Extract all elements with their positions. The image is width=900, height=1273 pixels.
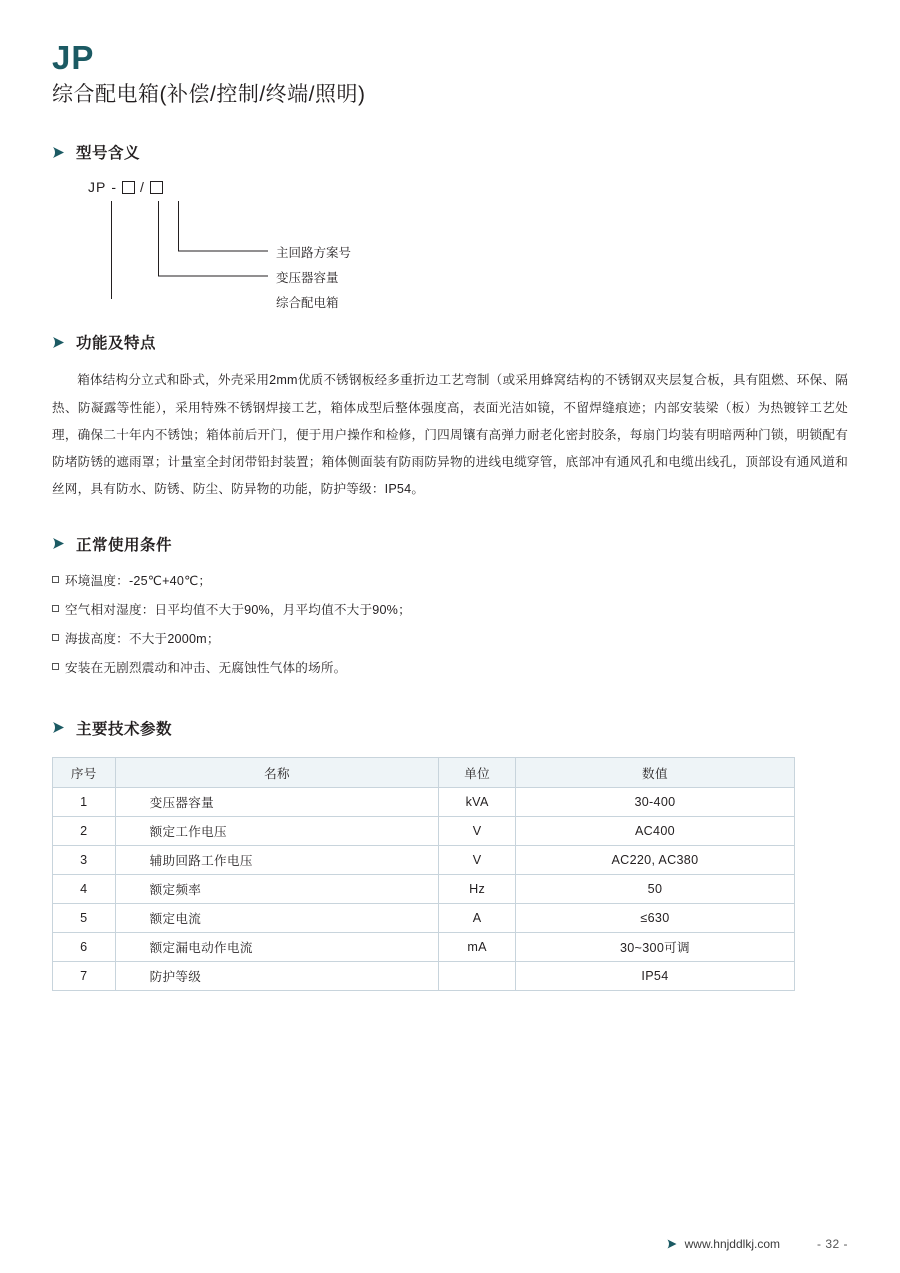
column-header-value: 数值 — [515, 757, 794, 787]
document-header — [52, 0, 848, 107]
arrow-right-icon — [52, 721, 66, 734]
model-code: JP — [52, 39, 95, 76]
cell-unit: V — [439, 816, 516, 845]
cell-name: 额定频率 — [115, 874, 439, 903]
list-item — [52, 654, 848, 683]
specs-table — [52, 757, 795, 991]
cell-name: 额定电流 — [115, 903, 439, 932]
diagram-label-product: 综合配电箱 — [276, 296, 339, 311]
cell-name: 额定漏电动作电流 — [115, 932, 439, 961]
cell-index: 4 — [53, 874, 116, 903]
list-item — [52, 567, 848, 596]
cell-index: 5 — [53, 903, 116, 932]
model-code-slash: / — [140, 179, 145, 196]
page-number: - 32 - — [816, 1237, 848, 1251]
section-conditions — [52, 533, 848, 683]
cell-unit: A — [439, 903, 516, 932]
section-header — [52, 141, 848, 163]
cell-value: 30-400 — [515, 787, 794, 816]
table-row — [53, 874, 795, 903]
leader-lines — [68, 179, 388, 299]
table-row — [53, 845, 795, 874]
section-title: 型号含义 — [76, 145, 141, 163]
table-row — [53, 816, 795, 845]
model-code-dash: - — [111, 179, 118, 196]
cell-value: IP54 — [515, 961, 794, 990]
cell-unit: Hz — [439, 874, 516, 903]
cell-unit: V — [439, 845, 516, 874]
section-title: 功能及特点 — [76, 335, 157, 353]
cell-value: ≤630 — [515, 903, 794, 932]
arrow-right-icon — [667, 1239, 678, 1249]
cell-index: 6 — [53, 932, 116, 961]
section-header — [52, 717, 848, 739]
table-header-row — [53, 757, 795, 787]
conditions-list — [52, 567, 848, 683]
column-header-name: 名称 — [115, 757, 439, 787]
list-item — [52, 596, 848, 625]
cell-index: 1 — [53, 787, 116, 816]
diagram-label-scheme: 主回路方案号 — [276, 246, 352, 261]
model-code-prefix: JP — [88, 179, 107, 196]
column-header-unit: 单位 — [439, 757, 516, 787]
page-title: 综合配电箱(补偿/控制/终端/照明) — [52, 83, 366, 107]
section-header — [52, 331, 848, 353]
cell-name: 防护等级 — [115, 961, 439, 990]
document-footer — [52, 1237, 848, 1251]
cell-index: 3 — [53, 845, 116, 874]
list-item-label: 海拔高度：不大于2000m； — [65, 631, 220, 646]
diagram-label-capacity: 变压器容量 — [276, 271, 339, 286]
list-item — [52, 625, 848, 654]
section-specs — [52, 717, 848, 991]
table-row — [53, 903, 795, 932]
footer-website[interactable] — [667, 1237, 780, 1251]
cell-value: AC400 — [515, 816, 794, 845]
cell-unit — [439, 961, 516, 990]
cell-name: 变压器容量 — [115, 787, 439, 816]
cell-name: 额定工作电压 — [115, 816, 439, 845]
footer-website-label: www.hnjddlkj.com — [684, 1237, 780, 1251]
list-item-label: 安装在无剧烈震动和冲击、无腐蚀性气体的场所。 — [65, 660, 347, 675]
cell-name: 辅助回路工作电压 — [115, 845, 439, 874]
cell-unit: kVA — [439, 787, 516, 816]
cell-unit: mA — [439, 932, 516, 961]
square-bullet-icon — [52, 605, 59, 612]
list-item-label: 环境温度：-25℃+40℃； — [65, 573, 212, 588]
section-features — [52, 331, 848, 502]
section-title: 正常使用条件 — [76, 536, 173, 554]
table-row — [53, 932, 795, 961]
section-header — [52, 533, 848, 555]
arrow-right-icon — [52, 537, 66, 550]
features-paragraph: 箱体结构分立式和卧式，外壳采用2mm优质不锈钢板经多重折边工艺弯制（或采用蜂窝结构的不锈钢双夹层复合板，具有阻燃、环保、隔热、防凝露等性能），采用特殊不锈钢焊接工艺，箱体成型后整体强度高，表面光洁如镜，不留焊缝痕迹；内部安装梁（板）为热镀锌工艺处理，确保二十年内不锈蚀；箱体前后开门，便于用户操作和检修，门四周镶有高弹力耐老化密封胶条，每扇门均装有明暗两种门锁，明锁配有防堵防锈的遮雨罩；计量室全封闭带铅封装置；箱体侧面装有防雨防异物的进线电缆穿管，底部冲有通风孔和电缆出线孔，顶部设有通风道和丝网，具有防水、防锈、防尘、防异物的功能，防护等级：IP54。 — [52, 373, 848, 496]
column-header-index: 序号 — [53, 757, 116, 787]
section-title: 主要技术参数 — [76, 720, 173, 738]
square-bullet-icon — [52, 663, 59, 670]
cell-index: 2 — [53, 816, 116, 845]
cell-value: 50 — [515, 874, 794, 903]
arrow-right-icon — [52, 146, 66, 159]
table-row — [53, 787, 795, 816]
cell-index: 7 — [53, 961, 116, 990]
section-model-meaning — [52, 141, 848, 311]
list-item-label: 空气相对湿度：日平均值不大于90%，月平均值不大于90%； — [65, 602, 411, 617]
cell-value: 30~300可调 — [515, 932, 794, 961]
table-row — [53, 961, 795, 990]
square-bullet-icon — [52, 634, 59, 641]
cell-value: AC220, AC380 — [515, 845, 794, 874]
square-bullet-icon — [52, 576, 59, 583]
arrow-right-icon — [52, 336, 66, 349]
model-meaning-diagram — [68, 179, 848, 311]
